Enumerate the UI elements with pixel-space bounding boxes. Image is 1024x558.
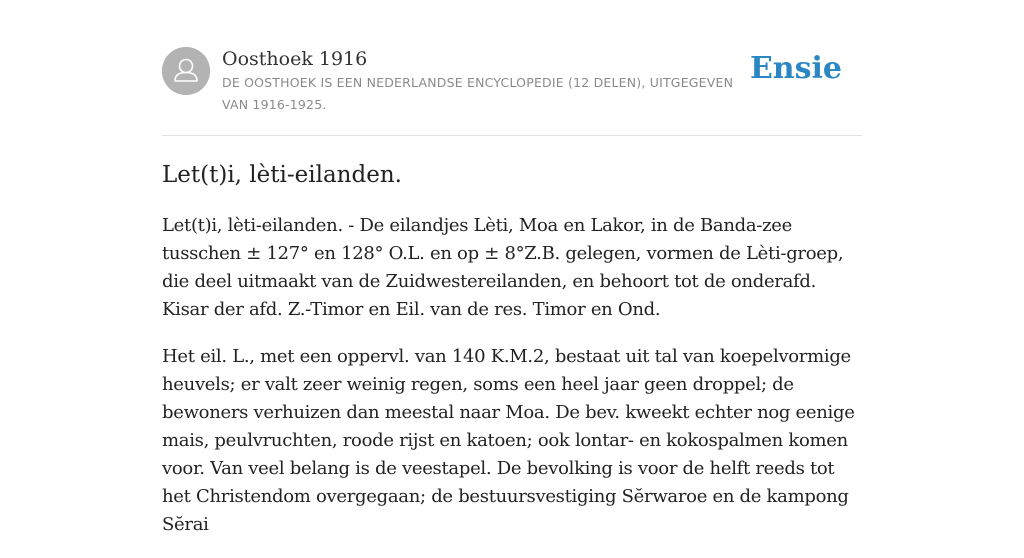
ensie-logo[interactable]: Ensie xyxy=(749,51,842,86)
source-description: DE OOSTHOEK IS EEN NEDERLANDSE ENCYCLOPEDIE (12 DELEN), UITGEGEVEN VAN 1916-1925. xyxy=(222,75,734,112)
page xyxy=(162,0,862,535)
article-paragraph: Let(t)i, lèti-eilanden. - De eilandjes Lèti, Moa en Lakor, in de Banda-zee tusschen ± 127° en 128° O.L. en op ± 8°Z.B. gelegen, vormen de Lèti-groep, die deel uitmaakt van de Zuidwestereilanden, en behoort tot de onderafd. Kisar der afd. Z.-Timor en Eil. van de res. Timor en Ond. xyxy=(162,215,844,320)
user-avatar-icon[interactable] xyxy=(162,47,210,95)
article-title: Let(t)i, lèti-eilanden. xyxy=(162,162,402,188)
article-body xyxy=(162,212,862,558)
article-paragraph: Het eil. L., met een oppervl. van 140 K.M.2, bestaat uit tal van koepelvormige heuvels; er valt zeer weinig regen, soms een heel jaar geen droppel; de bewoners verhuizen dan meestal naar Moa. De bev. kweekt echter nog eenige mais, peulvruchten, roode rijst en katoen; ook lontar- en kokospalmen komen voor. Van veel belang is de veestapel. De bevolking is voor de helft reeds tot het Christendom overgegaan; de bestuursvestiging Sĕrwaroe en de kampong Sĕrai xyxy=(162,346,855,535)
source-header xyxy=(162,0,862,136)
source-title[interactable]: Oosthoek 1916 xyxy=(222,48,368,70)
